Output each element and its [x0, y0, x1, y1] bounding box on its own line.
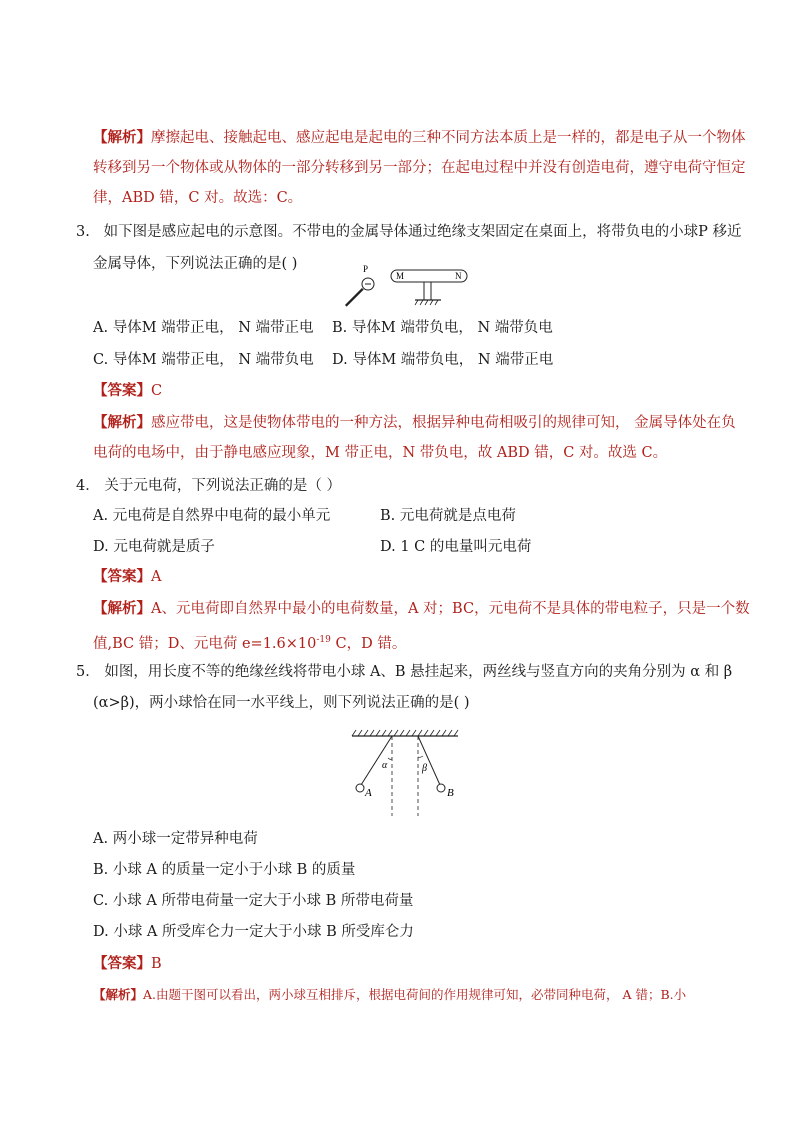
q3-stem-line2: 金属导体，下列说法正确的是( ): [93, 256, 298, 272]
q4-stem-text: 关于元电荷，下列说法正确的是（ ）: [104, 478, 341, 494]
q4-option-b: B. 元电荷就是点电荷: [380, 508, 516, 524]
q4-answer: [93, 567, 161, 587]
q5-option-b: B. 小球 A 的质量一定小于小球 B 的质量: [93, 862, 356, 878]
q3-fig-label-p: P: [363, 264, 369, 274]
q3-analysis-line2: 电荷的电场中，由于静电感应现象，M 带正电，N 带负电，故 ABD 错，C 对。故选 C。: [93, 445, 668, 461]
q3-answer: [93, 381, 162, 401]
answer-tag: 【答案】: [93, 568, 151, 585]
q5-analysis-text1: A.由题干图可以看出，两小球互相排斥，根据电荷间的作用规律可知，必带同种电荷， A 错；B.小: [143, 987, 687, 1002]
q5-analysis-line1: [93, 985, 686, 1005]
q5-answer: [93, 954, 162, 974]
table-hatching: [415, 300, 438, 305]
q3-option-a: A. 导体M 端带正电， N 端带正电: [93, 320, 314, 336]
q2-analysis-line2: 转移到另一个物体或从物体的一部分转移到另一部分；在起电过程中并没有创造电荷，遵守电荷守恒定: [93, 160, 746, 176]
answer-tag: 【答案】: [93, 955, 151, 972]
label-alpha: α: [382, 760, 388, 771]
q2-analysis-line1: [93, 128, 746, 148]
q5-number: 5．: [76, 664, 100, 680]
q4-option-a: A. 元电荷是自然界中电荷的最小单元: [93, 508, 331, 524]
q5-stem-line2: (α>β)，两小球恰在同一水平线上，则下列说法正确的是( ): [93, 695, 470, 711]
angle-arc-beta: [418, 756, 423, 757]
label-a: A: [365, 787, 372, 799]
q5-answer-value: B: [151, 956, 162, 972]
q5-option-d: D. 小球 A 所受库仑力一定大于小球 B 所受库仑力: [93, 924, 414, 940]
q4-option-d1: D. 元电荷就是质子: [93, 539, 215, 555]
q4-number: 4．: [76, 478, 100, 494]
q5-stem-line1: [76, 662, 732, 682]
q3-option-b: B. 导体M 端带负电， N 端带负电: [332, 320, 553, 336]
q4-analysis-exponent: -19: [316, 635, 331, 645]
ball-b: [437, 784, 445, 792]
answer-tag: 【答案】: [93, 382, 151, 399]
ball-a: [356, 784, 364, 792]
q3-option-c: C. 导体M 端带正电， N 端带负电: [93, 352, 314, 368]
q3-figure: [337, 260, 472, 312]
q2-analysis-text1: 摩擦起电、接触起电、感应起电是起电的三种不同方法本质上是一样的，都是电子从一个物体: [151, 130, 746, 146]
q3-number: 3.: [76, 224, 90, 240]
thread-a: [361, 736, 392, 785]
q2-analysis-line3: 律，ABD 错，C 对。故选：C。: [93, 190, 303, 206]
q5-option-a: A. 两小球一定带异种电荷: [93, 831, 258, 847]
q3-fig-label-m: M: [396, 271, 405, 281]
label-beta: β: [422, 763, 427, 774]
q4-analysis-line2: [93, 630, 406, 654]
q4-analysis-text2a: 值,BC 错；D、元电荷 e=1.6×10: [93, 635, 317, 652]
label-b: B: [447, 787, 454, 799]
q4-stem: [76, 476, 341, 496]
q3-stem-line1: [76, 222, 742, 242]
ball-handle: [346, 289, 363, 306]
q4-answer-value: A: [151, 569, 162, 585]
q5-stem-text1: 如图，用长度不等的绝缘丝线将带电小球 A、B 悬挂起来，两丝线与竖直方向的夹角分别为 α 和 β: [104, 664, 733, 680]
q4-analysis-text2b: C，D 错。: [330, 635, 407, 652]
q3-answer-value: C: [151, 383, 163, 399]
thread-b: [418, 736, 440, 785]
q3-fig-label-n: N: [455, 271, 462, 281]
analysis-tag: 【解析】: [93, 987, 144, 1002]
analysis-tag: 【解析】: [93, 129, 151, 146]
q3-analysis-text1: 感应带电，这是使物体带电的一种方法，根据异种电荷相吸引的规律可知， 金属导体处在负: [151, 415, 736, 431]
analysis-tag: 【解析】: [93, 600, 151, 617]
q3-option-d: D. 导体M 端带负电， N 端带正电: [332, 352, 554, 368]
angle-arc-alpha: [388, 758, 392, 759]
q4-option-d2: D. 1 C 的电量叫元电荷: [380, 539, 532, 555]
ceiling-hatching: [352, 730, 458, 736]
analysis-tag: 【解析】: [93, 414, 151, 431]
q4-analysis-text1: A、元电荷即自然界中最小的电荷数量，A 对；BC，元电荷不是具体的带电粒子，只是一个数: [151, 601, 750, 617]
q5-option-c: C. 小球 A 所带电荷量一定大于小球 B 所带电荷量: [93, 893, 414, 909]
q5-figure: [350, 728, 460, 820]
q4-analysis-line1: [93, 599, 750, 619]
q3-stem-text1: 如下图是感应起电的示意图。不带电的金属导体通过绝缘支架固定在桌面上，将带负电的小球P 移近: [103, 224, 742, 240]
q3-analysis-line1: [93, 413, 736, 433]
